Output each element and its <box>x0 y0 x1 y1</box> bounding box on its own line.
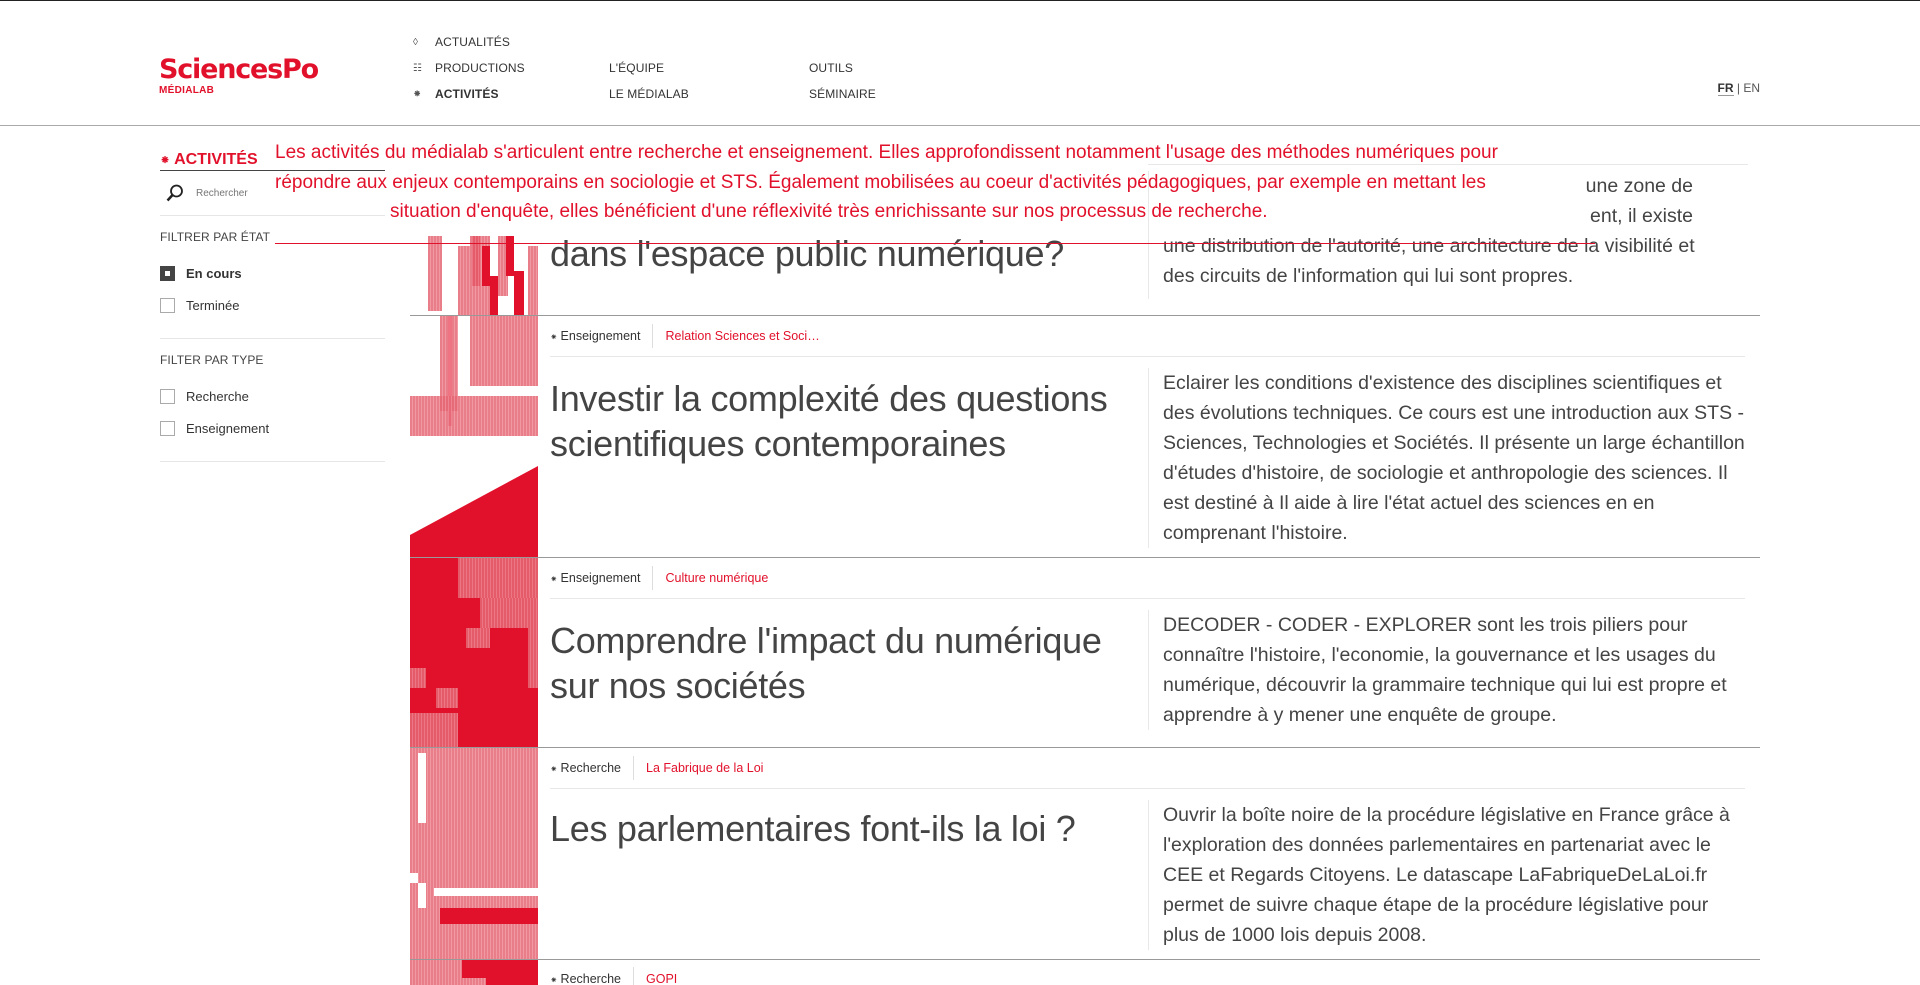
activity-illustration <box>410 960 538 985</box>
activity-illustration <box>410 316 538 557</box>
intro-line: situation d'enquête, elles bénéficient d'une réflexivité très enrichissante sur nos processus de recherche. <box>390 201 1268 222</box>
checkbox-unchecked-icon <box>160 389 175 404</box>
activity-meta <box>550 748 1745 789</box>
filter-by-type <box>160 339 385 462</box>
intro-line: répondre aux enjeux contemporains en sociologie et STS. Également mobilisées au coeur d'activités pédagogiques, par exemple en mettant les <box>275 171 1486 193</box>
desc-line: une distribution de l'autorité, une architecture de la visibilité et <box>1163 235 1695 257</box>
language-switcher <box>1718 81 1760 95</box>
nav-actualites[interactable] <box>413 29 525 55</box>
asterisk-icon: ⁕ <box>550 574 558 584</box>
nav-equipe[interactable] <box>609 55 689 81</box>
activity-item[interactable] <box>410 316 1760 558</box>
activity-project-link[interactable]: Culture numérique <box>665 571 769 585</box>
activities-intro <box>275 138 1595 244</box>
filter-enseignement-checkbox[interactable] <box>160 409 385 447</box>
nav-label: SÉMINAIRE <box>809 87 876 101</box>
nav-outils[interactable] <box>809 55 876 81</box>
nav-seminaire[interactable] <box>809 81 876 107</box>
filters-sidebar <box>160 141 385 462</box>
checkbox-unchecked-icon <box>160 298 175 313</box>
activity-project-link[interactable]: GOPI <box>646 972 678 985</box>
activity-type: ⁕ Recherche <box>550 756 634 780</box>
filter-terminee-checkbox[interactable] <box>160 286 385 324</box>
activity-item[interactable] <box>410 960 1760 985</box>
sidebar-title <box>160 141 385 171</box>
activity-description: Ouvrir la boîte noire de la procédure législative en France grâce à l'exploration des données parlementaires en partenariat avec le CEE et Regards Citoyens. Le datascape LaFabriqueDeLaLoi.fr permet de suivre chaque étape de la procédure législative pour plus de 1000 lois depuis 2008. <box>1148 800 1748 950</box>
checkbox-label: Enseignement <box>186 420 270 436</box>
activity-item[interactable] <box>410 558 1760 748</box>
activity-description: DECODER - CODER - EXPLORER sont les trois piliers pour connaître l'histoire, l'economie, la gouvernance et les usages du numérique, découvrir la grammaire technique qui lui est propre et apprendre à y mener une enquête de groupe. <box>1148 610 1748 730</box>
desc-fragment: une zone de <box>1585 175 1693 197</box>
nav-le-medialab[interactable] <box>609 81 689 107</box>
checkbox-unchecked-icon <box>160 421 175 436</box>
logo-main: SciencesPo <box>159 54 318 85</box>
asterisk-icon: ⁕ <box>550 975 558 985</box>
activity-meta <box>550 959 1745 985</box>
activity-meta <box>550 316 1745 357</box>
list-icon: ☷ <box>413 62 423 74</box>
activity-project-link[interactable]: La Fabrique de la Loi <box>646 761 764 775</box>
search-input[interactable] <box>196 188 376 199</box>
checkbox-label: En cours <box>186 265 242 281</box>
activity-title[interactable]: Comprendre l'impact du numérique sur nos sociétés <box>550 620 1102 706</box>
sidebar-title-text: ACTIVITÉS <box>174 151 258 168</box>
intro-line: Les activités du médialab s'articulent entre recherche et enseignement. Elles approfondissent notamment l'usage des méthodes numériques pour <box>275 142 1498 163</box>
activity-illustration <box>410 748 538 959</box>
diamond-icon: ◊ <box>413 36 419 48</box>
filter-type-heading: FILTER PAR TYPE <box>160 353 264 367</box>
asterisk-icon: ⁕ <box>550 764 558 774</box>
asterisk-icon: ⁕ <box>413 88 422 100</box>
activity-description: Eclairer les conditions d'existence des disciplines scientifiques et des évolutions techniques. Ce cours est une introduction aux STS - Sciences, Technologies et Sociétés. Il présente un large échantillon d'études d'histoire, de sociologie et anthropologie des sciences. Il est destiné à Il aide à lire l'état actuel des sciences en en comprenant l'histoire. <box>1148 368 1748 548</box>
activity-title[interactable]: dans l'espace public numérique? <box>550 233 1064 274</box>
checkbox-label: Terminée <box>186 297 240 313</box>
activity-type: ⁕ Recherche <box>550 967 634 985</box>
checkbox-checked-icon <box>160 266 175 281</box>
activity-type: ⁕ Enseignement <box>550 566 653 590</box>
main-nav-tertiary <box>809 55 876 107</box>
asterisk-icon: ⁕ <box>160 153 171 167</box>
checkbox-label: Recherche <box>186 388 249 404</box>
lang-separator: | <box>1736 81 1740 95</box>
search-box <box>160 171 385 216</box>
nav-label: ACTIVITÉS <box>435 87 499 101</box>
main-nav-primary <box>413 29 525 107</box>
nav-label: PRODUCTIONS <box>435 61 525 75</box>
activity-item[interactable] <box>410 748 1760 960</box>
activity-illustration <box>410 558 538 747</box>
desc-fragment: ent, il existe <box>1590 205 1693 227</box>
desc-line: des circuits de l'information qui lui sont propres. <box>1163 265 1574 287</box>
main-nav-secondary <box>609 55 689 107</box>
site-header <box>0 1 1920 126</box>
sciencespo-medialab-logo[interactable] <box>159 56 318 96</box>
nav-label: ACTUALITÉS <box>435 35 511 49</box>
nav-label: L'ÉQUIPE <box>609 61 665 75</box>
logo-sub: MÉDIALAB <box>159 85 215 96</box>
activity-project-link[interactable]: Relation Sciences et Soci… <box>665 329 820 343</box>
filter-state-heading: FILTRER PAR ÉTAT <box>160 230 271 244</box>
search-icon <box>166 184 184 202</box>
activity-type: ⁕ Enseignement <box>550 324 653 348</box>
nav-label: LE MÉDIALAB <box>609 87 689 101</box>
nav-activites[interactable] <box>413 81 525 107</box>
nav-label: OUTILS <box>809 61 853 75</box>
lang-en[interactable]: EN <box>1743 81 1760 95</box>
filter-by-state <box>160 216 385 339</box>
activity-meta <box>550 558 1745 599</box>
nav-productions[interactable] <box>413 55 525 81</box>
activity-title[interactable]: Investir la complexité des questions scientifiques contemporaines <box>550 378 1108 464</box>
asterisk-icon: ⁕ <box>550 332 558 342</box>
activity-title[interactable]: Les parlementaires font-ils la loi ? <box>550 808 1076 849</box>
lang-fr[interactable]: FR <box>1717 81 1734 95</box>
